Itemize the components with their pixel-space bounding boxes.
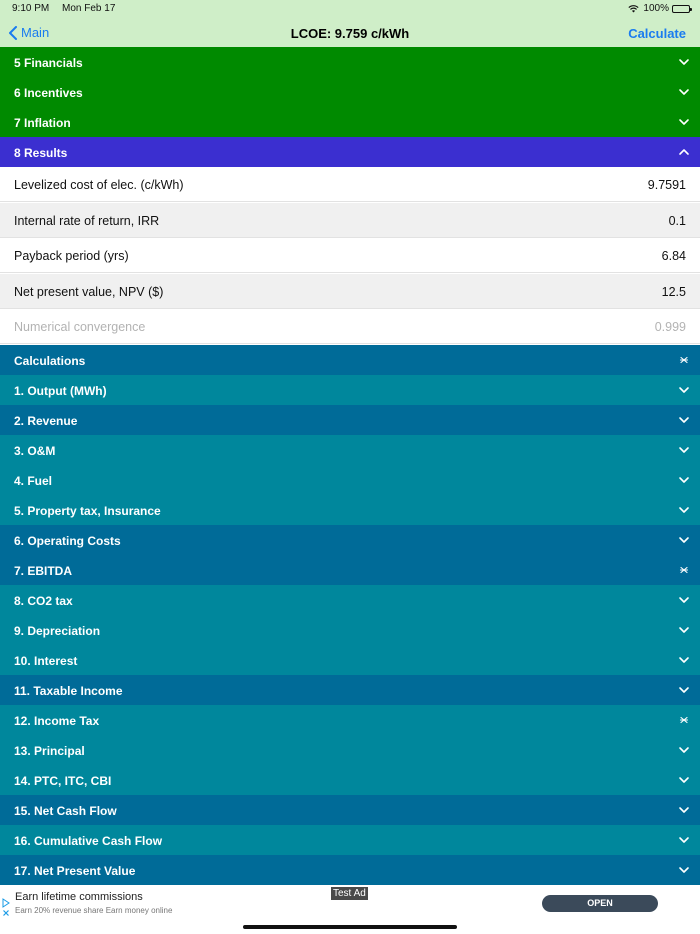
chevron-down-icon	[678, 504, 690, 516]
result-row	[0, 274, 700, 309]
chevron-down-icon	[678, 624, 690, 636]
section-label: 7 Inflation	[14, 116, 71, 130]
calculate-button[interactable]: Calculate	[628, 26, 686, 41]
chevron-down-icon	[678, 116, 690, 128]
collapse-all-icon	[678, 354, 690, 366]
chevron-down-icon	[678, 86, 690, 98]
calc-section-11-taxable-income[interactable]	[0, 675, 700, 705]
calc-section-16-cumulative-cash-flow[interactable]	[0, 825, 700, 855]
result-value: 0.1	[668, 213, 686, 228]
chevron-down-icon	[678, 444, 690, 456]
section-label: 16. Cumulative Cash Flow	[14, 834, 163, 848]
ad-test-label: Test Ad	[333, 888, 366, 899]
calc-section-1-output-mwh[interactable]	[0, 375, 700, 405]
section-label: 13. Principal	[14, 744, 85, 758]
calc-section-15-net-cash-flow[interactable]	[0, 795, 700, 825]
section-label: 6. Operating Costs	[14, 534, 121, 548]
navigation-bar	[0, 17, 700, 51]
ad-banner[interactable]	[0, 886, 700, 920]
result-value: 12.5	[661, 284, 686, 299]
calc-section-4-fuel[interactable]	[0, 465, 700, 495]
section-label: 8 Results	[14, 146, 68, 160]
result-label: Payback period (yrs)	[14, 249, 129, 264]
chevron-up-icon	[678, 146, 690, 158]
calc-section-13-principal[interactable]	[0, 735, 700, 765]
section-label: 15. Net Cash Flow	[14, 804, 117, 818]
result-value: 6.84	[661, 249, 686, 264]
section-8-results[interactable]	[0, 137, 700, 167]
section-label: 2. Revenue	[14, 414, 78, 428]
chevron-down-icon	[678, 654, 690, 666]
ad-open-button[interactable]: OPEN	[542, 895, 658, 912]
status-bar	[0, 0, 700, 17]
status-date: Mon Feb 17	[62, 3, 116, 14]
status-time: 9:10 PM	[12, 3, 50, 14]
result-label: Net present value, NPV ($)	[14, 284, 164, 299]
calc-section-17-net-present-value[interactable]	[0, 855, 700, 885]
ad-subtitle: Earn 20% revenue share Earn money online	[15, 906, 173, 915]
chevron-down-icon	[678, 804, 690, 816]
calc-section-8-co2-tax[interactable]	[0, 585, 700, 615]
chevron-down-icon	[678, 834, 690, 846]
calc-section-3-o-m[interactable]	[0, 435, 700, 465]
chevron-down-icon	[678, 744, 690, 756]
section-6-incentives[interactable]	[0, 77, 700, 107]
battery-percentage: 100%	[643, 3, 669, 14]
section-label: 6 Incentives	[14, 86, 83, 100]
section-5-financials[interactable]	[0, 47, 700, 77]
chevron-down-icon	[678, 414, 690, 426]
section-label: 5. Property tax, Insurance	[14, 504, 161, 518]
calc-section-6-operating-costs[interactable]	[0, 525, 700, 555]
result-value: 0.999	[654, 320, 686, 335]
calc-section-2-revenue[interactable]	[0, 405, 700, 435]
chevron-down-icon	[678, 684, 690, 696]
section-label: Calculations	[14, 354, 86, 368]
section-label: 4. Fuel	[14, 474, 53, 488]
calc-section-14-ptc-itc-cbi[interactable]	[0, 765, 700, 795]
chevron-down-icon	[678, 56, 690, 68]
chevron-down-icon	[678, 474, 690, 486]
ad-choices-icon[interactable]	[2, 898, 10, 918]
calc-section-5-property-tax-insurance[interactable]	[0, 495, 700, 525]
chevron-left-icon	[8, 26, 18, 40]
result-row	[0, 309, 700, 344]
section-7-inflation[interactable]	[0, 107, 700, 137]
back-button[interactable]	[8, 25, 49, 40]
section-label: 10. Interest	[14, 654, 78, 668]
calc-section-calculations[interactable]	[0, 345, 700, 375]
home-indicator	[243, 925, 457, 929]
result-row	[0, 203, 700, 238]
calc-section-7-ebitda[interactable]	[0, 555, 700, 585]
result-value: 9.7591	[647, 178, 686, 192]
calc-section-9-depreciation[interactable]	[0, 615, 700, 645]
section-label: 8. CO2 tax	[14, 594, 73, 608]
section-label: 14. PTC, ITC, CBI	[14, 774, 112, 788]
calc-section-10-interest[interactable]	[0, 645, 700, 675]
chevron-down-icon	[678, 864, 690, 876]
chevron-down-icon	[678, 594, 690, 606]
section-label: 9. Depreciation	[14, 624, 101, 638]
result-label: Numerical convergence	[14, 320, 146, 335]
ad-title: Earn lifetime commissions	[15, 891, 143, 903]
section-label: 11. Taxable Income	[14, 684, 123, 698]
collapse-all-icon	[678, 714, 690, 726]
page-title: LCOE: 9.759 c/kWh	[290, 26, 410, 41]
collapse-all-icon	[678, 564, 690, 576]
section-label: 1. Output (MWh)	[14, 384, 107, 398]
battery-icon	[672, 5, 690, 13]
result-label: Levelized cost of elec. (c/kWh)	[14, 178, 184, 192]
chevron-down-icon	[678, 774, 690, 786]
chevron-down-icon	[678, 534, 690, 546]
section-label: 5 Financials	[14, 56, 83, 70]
section-label: 7. EBITDA	[14, 564, 73, 578]
back-button-label: Main	[21, 25, 50, 40]
calc-section-12-income-tax[interactable]	[0, 705, 700, 735]
result-row	[0, 238, 700, 273]
section-label: 17. Net Present Value	[14, 864, 136, 878]
wifi-icon	[628, 4, 639, 13]
chevron-down-icon	[678, 384, 690, 396]
section-label: 3. O&M	[14, 444, 56, 458]
section-label: 12. Income Tax	[14, 714, 100, 728]
result-label: Internal rate of return, IRR	[14, 213, 160, 228]
result-row	[0, 167, 700, 202]
